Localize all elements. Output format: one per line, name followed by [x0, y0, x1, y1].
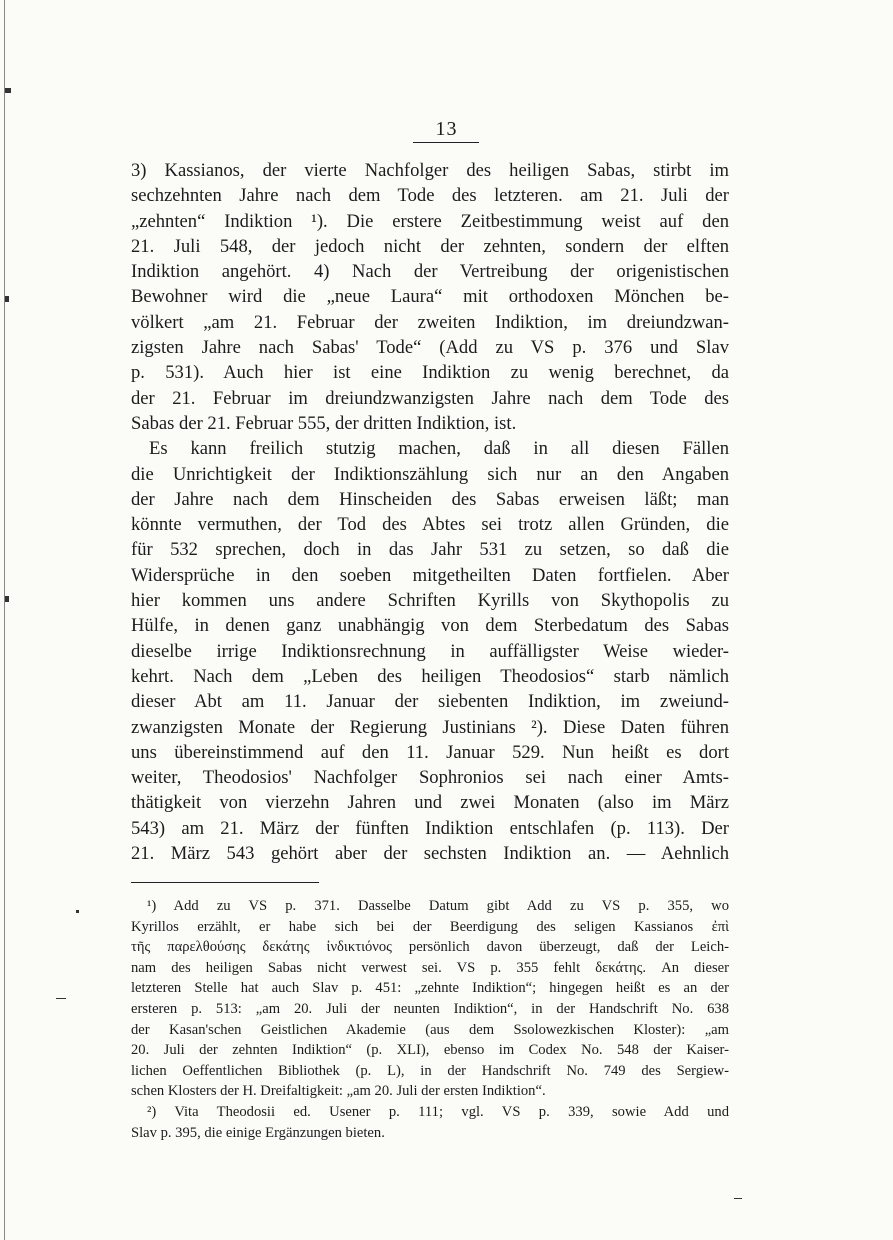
footnote-line: τῆς παρελθούσης δεκάτης ἰνδικτιόνος persönlich davon überzeugt, daß der Leich-	[131, 939, 729, 956]
footnote-line: ersteren p. 513: „am 20. Juli der neunten Indiktion“, in der Handschrift No. 638	[131, 1000, 729, 1017]
body-line: weiter, Theodosios' Nachfolger Sophronios sei nach einer Amts-	[131, 767, 729, 789]
scan-edge-mark	[5, 596, 9, 602]
body-line: Bewohner wird die „neue Laura“ mit orthodoxen Mönchen be-	[131, 286, 729, 308]
body-line: hier kommen uns andere Schriften Kyrills von Skythopolis zu	[131, 590, 729, 612]
scan-edge-mark	[76, 910, 79, 913]
body-line: sechzehnten Jahre nach dem Tode des letzteren. am 21. Juli der	[131, 185, 729, 207]
body-line: Sabas der 21. Februar 555, der dritten Indiktion, ist.	[131, 412, 517, 434]
footnotes	[131, 896, 729, 1143]
footnote-line: schen Klosters der H. Dreifaltigkeit: „am 20. Juli der ersten Indiktion“.	[131, 1083, 546, 1100]
body-line: „zehnten“ Indiktion ¹). Die erstere Zeitbestimmung weist auf den	[131, 210, 729, 232]
body-line: dieselbe irrige Indiktionsrechnung in auffälligster Weise wieder-	[131, 640, 729, 662]
body-line: Indiktion angehört. 4) Nach der Vertreibung der origenistischen	[131, 261, 729, 283]
body-text	[131, 158, 729, 866]
body-line: dieser Abt am 11. Januar der siebenten Indiktion, im zweiund-	[131, 691, 729, 713]
body-line: die Unrichtigkeit der Indiktionszählung sich nur an den Angaben	[131, 463, 729, 485]
footnote-line: nam des heiligen Sabas nicht verwest sei. VS p. 355 fehlt δεκάτης. An dieser	[131, 959, 729, 976]
body-line: 543) am 21. März der fünften Indiktion entschlafen (p. 113). Der	[131, 817, 729, 839]
page-number: 13	[435, 118, 458, 140]
scan-edge-mark	[56, 998, 66, 999]
body-line: Hülfe, in denen ganz unabhängig von dem Sterbedatum des Sabas	[131, 615, 729, 637]
body-line: 21. Juli 548, der jedoch nicht der zehnten, sondern der elften	[131, 235, 729, 257]
body-line: zigsten Jahre nach Sabas' Tode“ (Add zu VS p. 376 und Slav	[131, 337, 729, 359]
scan-edge-mark	[5, 88, 11, 93]
body-line: thätigkeit von vierzehn Jahren und zwei Monaten (also im März	[131, 792, 729, 814]
footnote-line: 20. Juli der zehnten Indiktion“ (p. XLI), ebenso im Codex No. 548 der Kaiser-	[131, 1042, 729, 1059]
body-line: 21. März 543 gehört aber der sechsten Indiktion an. — Aehnlich	[131, 843, 729, 865]
body-line: 3) Kassianos, der vierte Nachfolger des heiligen Sabas, stirbt im	[131, 160, 729, 181]
body-line: Widersprüche in den soeben mitgetheilten Daten fortfielen. Aber	[131, 564, 729, 586]
body-line: uns übereinstimmend auf den 11. Januar 529. Nun heißt es dort	[131, 741, 729, 763]
body-line: der Jahre nach dem Hinscheiden des Sabas erweisen läßt; man	[131, 488, 729, 510]
footnote-line: ²) Vita Theodosii ed. Usener p. 111; vgl. VS p. 339, sowie Add und	[147, 1103, 729, 1120]
body-line: p. 531). Auch hier ist eine Indiktion zu wenig berechnet, da	[131, 362, 729, 384]
footnote-line: Slav p. 395, die einige Ergänzungen bieten.	[131, 1124, 385, 1141]
footnote-line: der Kasan'schen Geistlichen Akademie (aus dem Ssolowezkischen Kloster): „am	[131, 1021, 729, 1038]
scan-edge-line	[4, 0, 5, 1240]
scan-edge-mark	[5, 296, 9, 302]
scan-edge-mark	[734, 1198, 742, 1199]
body-line: Es kann freilich stutzig machen, daß in all diesen Fällen	[149, 438, 729, 460]
footnote-line: ¹) Add zu VS p. 371. Dasselbe Datum gibt Add zu VS p. 355, wo	[147, 898, 729, 914]
body-line: völkert „am 21. Februar der zweiten Indiktion, im dreiundzwan-	[131, 311, 729, 333]
page-number-rule	[413, 142, 479, 143]
body-line: der 21. Februar im dreiundzwanzigsten Jahre nach dem Tode des	[131, 387, 729, 409]
footnote-line: lichen Oeffentlichen Bibliothek (p. L), in der Handschrift No. 749 des Sergiew-	[131, 1062, 729, 1079]
footnote-line: Kyrillos erzählt, er habe sich bei der Beerdigung des seligen Kassianos ἐπὶ	[131, 918, 729, 935]
body-line: könnte vermuthen, der Tod des Abtes sei trotz allen Gründen, die	[131, 514, 729, 536]
body-line: kehrt. Nach dem „Leben des heiligen Theodosios“ starb nämlich	[131, 665, 729, 687]
footnote-separator	[131, 882, 319, 883]
footnote-line: letzteren Stelle hat auch Slav p. 451: „zehnte Indiktion“; hingegen heißt es an der	[131, 980, 729, 997]
body-line: zwanzigsten Monate der Regierung Justinians ²). Diese Daten führen	[131, 716, 729, 738]
body-line: für 532 sprechen, doch in das Jahr 531 zu setzen, so daß die	[131, 539, 729, 561]
